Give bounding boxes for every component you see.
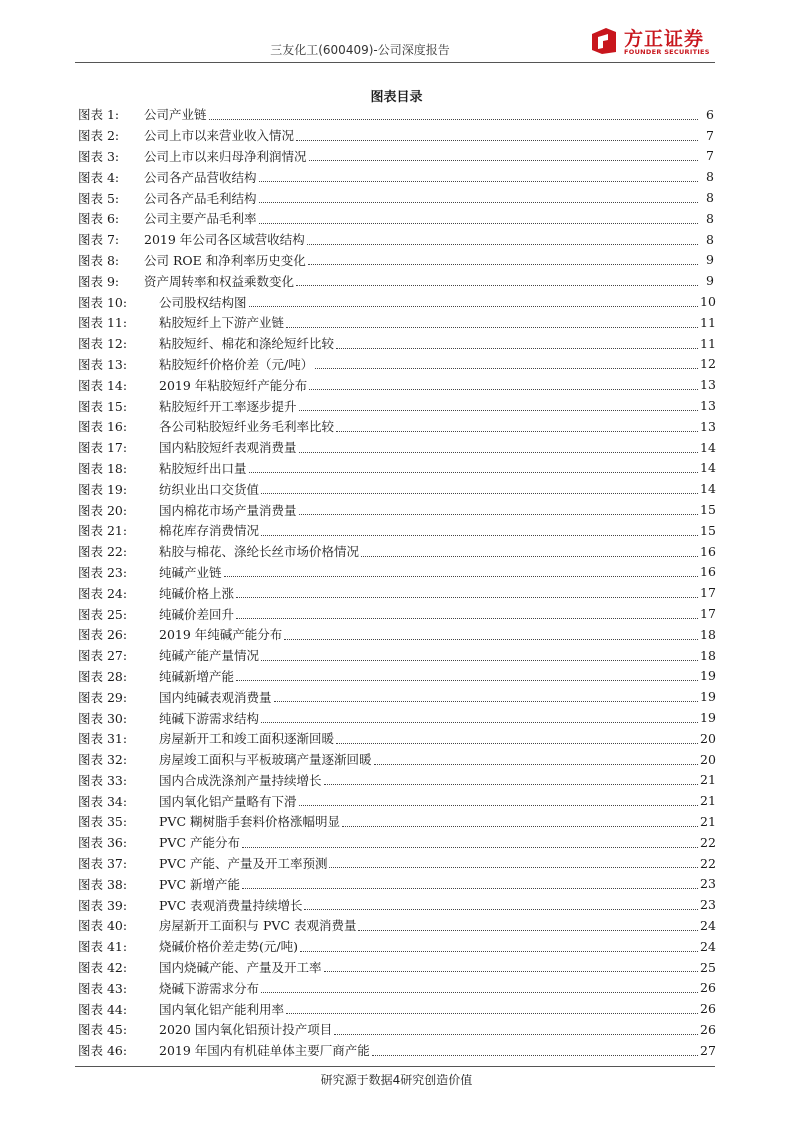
toc-page-number: 26	[700, 1001, 716, 1017]
toc-figure-label: 图表 40:	[78, 918, 128, 934]
toc-page-number: 22	[700, 855, 716, 871]
toc-figure-label: 图表 7:	[78, 232, 120, 248]
toc-figure-label: 图表 38:	[78, 876, 128, 892]
logo-text-en: FOUNDER SECURITIES	[624, 48, 710, 56]
toc-leader-dots	[286, 326, 698, 328]
toc-leader-dots	[372, 1054, 698, 1056]
toc-leader-dots	[261, 492, 698, 494]
toc-page-number: 16	[700, 543, 716, 559]
toc-page-number: 13	[700, 418, 716, 434]
toc-leader-dots	[242, 887, 698, 889]
toc-row[interactable]	[78, 977, 714, 998]
toc-leader-dots	[299, 409, 698, 411]
toc-figure-label: 图表 16:	[78, 419, 128, 435]
toc-row[interactable]	[78, 312, 714, 333]
toc-row[interactable]	[78, 853, 714, 874]
toc-page-number: 15	[700, 502, 716, 518]
toc-figure-label: 图表 17:	[78, 440, 128, 456]
toc-page-number: 6	[706, 106, 714, 122]
toc-figure-label: 图表 4:	[78, 169, 120, 185]
toc-leader-dots	[342, 825, 698, 827]
toc-page-number: 17	[700, 606, 716, 622]
toc-page-number: 21	[700, 793, 716, 809]
toc-page-number: 10	[700, 294, 716, 310]
toc-row[interactable]	[78, 395, 714, 416]
toc-leader-dots	[261, 659, 698, 661]
toc-figure-title: 公司各产品营收结构	[144, 169, 257, 185]
toc-figure-label: 图表 42:	[78, 960, 128, 976]
toc-page-number: 16	[700, 564, 716, 580]
toc-figure-label: 图表 36:	[78, 835, 128, 851]
toc-leader-dots	[300, 950, 698, 952]
toc-leader-dots	[224, 575, 698, 577]
toc-leader-dots	[259, 222, 698, 224]
toc-figure-title: 2019 年粘胶短纤产能分布	[159, 377, 308, 393]
toc-page-number: 24	[700, 938, 716, 954]
toc-figure-title: 公司产业链	[144, 107, 207, 123]
toc-leader-dots	[286, 1012, 698, 1014]
toc-figure-label: 图表 33:	[78, 772, 128, 788]
toc-page-number: 25	[700, 959, 716, 975]
toc-figure-title: 国内棉花市场产量消费量	[159, 502, 297, 518]
toc-page-number: 21	[700, 813, 716, 829]
toc-row[interactable]	[78, 499, 714, 520]
toc-leader-dots	[336, 347, 698, 349]
toc-row[interactable]	[78, 1040, 714, 1061]
toc-page-number: 18	[700, 647, 716, 663]
toc-figure-title: PVC 产能、产量及开工率预测	[159, 856, 328, 872]
toc-page-number: 8	[706, 231, 714, 247]
toc-figure-label: 图表 5:	[78, 190, 120, 206]
toc-leader-dots	[315, 367, 698, 369]
toc-figure-label: 图表 43:	[78, 980, 128, 996]
toc-page-number: 18	[700, 626, 716, 642]
toc-figure-label: 图表 24:	[78, 585, 128, 601]
toc-page-number: 19	[700, 668, 716, 684]
toc-page-number: 21	[700, 772, 716, 788]
toc-page-number: 9	[706, 252, 714, 268]
toc-row[interactable]	[78, 873, 714, 894]
toc-figure-title: 公司各产品毛利结构	[144, 190, 257, 206]
toc-figure-title: 粘胶与棉花、涤纶长丝市场价格情况	[159, 544, 360, 560]
toc-row[interactable]	[78, 998, 714, 1019]
toc-figure-title: 公司主要产品毛利率	[144, 211, 257, 227]
toc-figure-label: 图表 26:	[78, 627, 128, 643]
toc-page-number: 23	[700, 897, 716, 913]
toc-leader-dots	[336, 742, 698, 744]
toc-figure-title: 纯碱下游需求结构	[159, 710, 260, 726]
toc-row[interactable]	[78, 707, 714, 728]
toc-page-number: 8	[706, 190, 714, 206]
document-header-title: 三友化工(600409)-公司深度报告	[270, 43, 450, 57]
toc-figure-title: 资产周转率和权益乘数变化	[144, 273, 295, 289]
toc-page-number: 9	[706, 273, 714, 289]
toc-figure-title: 2020 国内氧化铝预计投产项目	[159, 1022, 333, 1038]
toc-row[interactable]	[78, 229, 714, 250]
toc-row[interactable]	[78, 146, 714, 167]
toc-figure-title: 国内烧碱产能、产量及开工率	[159, 960, 322, 976]
toc-figure-title: 粘胶短纤出口量	[159, 460, 247, 476]
toc-figure-title: 纺织业出口交货值	[159, 481, 260, 497]
toc-figure-label: 图表 46:	[78, 1043, 128, 1059]
header-divider	[75, 62, 715, 63]
toc-page-number: 17	[700, 585, 716, 601]
toc-row[interactable]	[78, 645, 714, 666]
toc-figure-label: 图表 19:	[78, 481, 128, 497]
toc-figure-title: 粘胶短纤开工率逐步提升	[159, 398, 297, 414]
toc-figure-title: 公司 ROE 和净利率历史变化	[144, 252, 306, 268]
toc-figure-label: 图表 28:	[78, 668, 128, 684]
toc-figure-title: 国内合成洗涤剂产量持续增长	[159, 772, 322, 788]
toc-leader-dots	[261, 991, 698, 993]
toc-row[interactable]	[78, 187, 714, 208]
toc-leader-dots	[242, 846, 698, 848]
toc-figure-label: 图表 29:	[78, 689, 128, 705]
toc-leader-dots	[296, 139, 698, 141]
toc-page-number: 15	[700, 522, 716, 538]
founder-securities-logo	[590, 24, 715, 58]
toc-row[interactable]	[78, 104, 714, 125]
toc-page-number: 22	[700, 834, 716, 850]
toc-leader-dots	[249, 305, 698, 307]
toc-row[interactable]	[78, 1019, 714, 1040]
toc-figure-title: PVC 表观消费量持续增长	[159, 897, 303, 913]
toc-row[interactable]	[78, 270, 714, 291]
toc-leader-dots	[299, 804, 698, 806]
toc-leader-dots	[358, 929, 698, 931]
toc-figure-label: 图表 12:	[78, 336, 128, 352]
toc-heading: 图表目录	[370, 90, 423, 105]
toc-figure-title: 2019 年公司各区域营收结构	[144, 232, 305, 248]
toc-page-number: 12	[700, 356, 716, 372]
toc-page-number: 7	[706, 127, 714, 143]
toc-leader-dots	[249, 471, 698, 473]
toc-figure-label: 图表 30:	[78, 710, 128, 726]
toc-leader-dots	[324, 970, 698, 972]
toc-row[interactable]	[78, 208, 714, 229]
toc-row[interactable]	[78, 832, 714, 853]
toc-figure-label: 图表 34:	[78, 793, 128, 809]
toc-figure-label: 图表 6:	[78, 211, 120, 227]
toc-row[interactable]	[78, 894, 714, 915]
toc-row[interactable]	[78, 125, 714, 146]
toc-page-number: 23	[700, 876, 716, 892]
toc-figure-label: 图表 45:	[78, 1022, 128, 1038]
toc-page-number: 20	[700, 751, 716, 767]
toc-page-number: 19	[700, 689, 716, 705]
toc-figure-label: 图表 31:	[78, 731, 128, 747]
toc-page-number: 13	[700, 377, 716, 393]
toc-figure-label: 图表 14:	[78, 377, 128, 393]
toc-row[interactable]	[78, 333, 714, 354]
toc-leader-dots	[361, 555, 698, 557]
logo-text-cn: 方正证券	[624, 28, 705, 50]
toc-row[interactable]	[78, 686, 714, 707]
toc-leader-dots	[304, 908, 698, 910]
toc-figure-label: 图表 21:	[78, 523, 128, 539]
toc-figure-label: 图表 22:	[78, 544, 128, 560]
toc-leader-dots	[261, 721, 698, 723]
toc-figure-title: 2019 年国内有机硅单体主要厂商产能	[159, 1043, 370, 1059]
toc-leader-dots	[284, 638, 698, 640]
toc-figure-title: 烧碱价格价差走势(元/吨)	[159, 939, 298, 955]
toc-row[interactable]	[78, 624, 714, 645]
toc-figure-title: 纯碱产业链	[159, 564, 222, 580]
toc-page-number: 7	[706, 148, 714, 164]
toc-figure-label: 图表 44:	[78, 1001, 128, 1017]
toc-figure-label: 图表 2:	[78, 128, 120, 144]
toc-leader-dots	[296, 284, 698, 286]
table-of-figures	[78, 104, 714, 1061]
toc-figure-title: PVC 新增产能	[159, 876, 240, 892]
toc-row[interactable]	[78, 790, 714, 811]
toc-row[interactable]	[78, 936, 714, 957]
toc-page-number: 14	[700, 481, 716, 497]
toc-leader-dots	[336, 430, 698, 432]
toc-figure-title: 2019 年纯碱产能分布	[159, 627, 283, 643]
toc-row[interactable]	[78, 666, 714, 687]
toc-figure-label: 图表 37:	[78, 856, 128, 872]
toc-page-number: 14	[700, 460, 716, 476]
toc-leader-dots	[236, 679, 698, 681]
toc-row[interactable]	[78, 728, 714, 749]
toc-figure-title: 纯碱价差回升	[159, 606, 235, 622]
toc-figure-label: 图表 23:	[78, 564, 128, 580]
toc-leader-dots	[309, 388, 698, 390]
toc-leader-dots	[261, 534, 698, 536]
toc-page-number: 26	[700, 1021, 716, 1037]
toc-figure-label: 图表 25:	[78, 606, 128, 622]
toc-figure-title: 国内纯碱表观消费量	[159, 689, 272, 705]
toc-figure-label: 图表 35:	[78, 814, 128, 830]
toc-row[interactable]	[78, 541, 714, 562]
toc-row[interactable]	[78, 811, 714, 832]
toc-row[interactable]	[78, 374, 714, 395]
toc-row[interactable]	[78, 603, 714, 624]
toc-page-number: 11	[700, 335, 716, 351]
toc-leader-dots	[334, 1033, 698, 1035]
toc-figure-label: 图表 9:	[78, 273, 120, 289]
toc-figure-title: 国内氧化铝产能利用率	[159, 1001, 285, 1017]
toc-leader-dots	[274, 700, 698, 702]
toc-leader-dots	[307, 243, 698, 245]
toc-figure-label: 图表 8:	[78, 252, 120, 268]
toc-row[interactable]	[78, 520, 714, 541]
toc-leader-dots	[236, 596, 698, 598]
toc-leader-dots	[308, 263, 698, 265]
toc-page-number: 8	[706, 169, 714, 185]
toc-leader-dots	[324, 783, 698, 785]
toc-figure-label: 图表 27:	[78, 648, 128, 664]
footer-divider	[75, 1066, 715, 1067]
toc-figure-title: 粘胶短纤上下游产业链	[159, 315, 285, 331]
toc-figure-title: 国内粘胶短纤表观消费量	[159, 440, 297, 456]
toc-page-number: 27	[700, 1042, 716, 1058]
toc-page-number: 8	[706, 210, 714, 226]
toc-row[interactable]	[78, 915, 714, 936]
toc-figure-title: 纯碱产能产量情况	[159, 648, 260, 664]
toc-figure-label: 图表 1:	[78, 107, 120, 123]
toc-figure-label: 图表 11:	[78, 315, 128, 331]
toc-leader-dots	[309, 159, 698, 161]
toc-figure-title: 粘胶短纤价格价差（元/吨）	[159, 356, 314, 372]
toc-row[interactable]	[78, 770, 714, 791]
toc-page-number: 26	[700, 980, 716, 996]
toc-row[interactable]	[78, 957, 714, 978]
toc-row[interactable]	[78, 166, 714, 187]
toc-leader-dots	[259, 201, 698, 203]
toc-row[interactable]	[78, 354, 714, 375]
footer-text: 研究源于数据4研究创造价值	[320, 1073, 473, 1087]
toc-page-number: 14	[700, 439, 716, 455]
toc-figure-title: PVC 产能分布	[159, 835, 240, 851]
toc-figure-label: 图表 32:	[78, 752, 128, 768]
toc-figure-title: 房屋竣工面积与平板玻璃产量逐渐回暖	[159, 752, 372, 768]
toc-page-number: 13	[700, 398, 716, 414]
toc-row[interactable]	[78, 749, 714, 770]
toc-figure-title: 各公司粘胶短纤业务毛利率比较	[159, 419, 335, 435]
toc-leader-dots	[374, 763, 698, 765]
toc-figure-label: 图表 13:	[78, 356, 128, 372]
toc-figure-label: 图表 15:	[78, 398, 128, 414]
toc-row[interactable]	[78, 437, 714, 458]
toc-row[interactable]	[78, 458, 714, 479]
toc-row[interactable]	[78, 291, 714, 312]
toc-page-number: 19	[700, 710, 716, 725]
toc-figure-title: 房屋新开工和竣工面积逐渐回暖	[159, 731, 335, 747]
toc-leader-dots	[299, 513, 698, 515]
toc-figure-title: 粘胶短纤、棉花和涤纶短纤比较	[159, 336, 335, 352]
toc-figure-label: 图表 3:	[78, 148, 120, 164]
toc-figure-label: 图表 18:	[78, 460, 128, 476]
toc-leader-dots	[299, 451, 698, 453]
toc-leader-dots	[329, 866, 698, 868]
toc-figure-title: 公司股权结构图	[159, 294, 247, 310]
toc-figure-title: 烧碱下游需求分布	[159, 980, 260, 996]
toc-row[interactable]	[78, 250, 714, 271]
toc-row[interactable]	[78, 562, 714, 583]
toc-page-number: 11	[700, 314, 716, 330]
toc-figure-title: 纯碱新增产能	[159, 668, 235, 684]
toc-figure-title: 房屋新开工面积与 PVC 表观消费量	[159, 918, 357, 934]
toc-figure-title: 纯碱价格上涨	[159, 585, 235, 601]
toc-page-number: 20	[700, 730, 716, 746]
toc-leader-dots	[209, 118, 698, 120]
toc-figure-label: 图表 41:	[78, 939, 128, 955]
toc-page-number: 24	[700, 917, 716, 933]
toc-row[interactable]	[78, 416, 714, 437]
toc-leader-dots	[236, 617, 698, 619]
toc-row[interactable]	[78, 478, 714, 499]
toc-figure-title: 公司上市以来归母净利润情况	[144, 148, 307, 164]
toc-figure-label: 图表 10:	[78, 294, 128, 310]
toc-figure-title: 公司上市以来营业收入情况	[144, 128, 295, 144]
toc-row[interactable]	[78, 582, 714, 603]
toc-figure-label: 图表 39:	[78, 897, 128, 913]
toc-figure-title: 棉花库存消费情况	[159, 523, 260, 539]
toc-figure-title: 国内氧化铝产量略有下滑	[159, 793, 297, 809]
founder-logo-icon	[590, 26, 618, 56]
toc-figure-title: PVC 糊树脂手套料价格涨幅明显	[159, 814, 340, 830]
toc-figure-label: 图表 20:	[78, 502, 128, 518]
toc-leader-dots	[259, 180, 698, 182]
